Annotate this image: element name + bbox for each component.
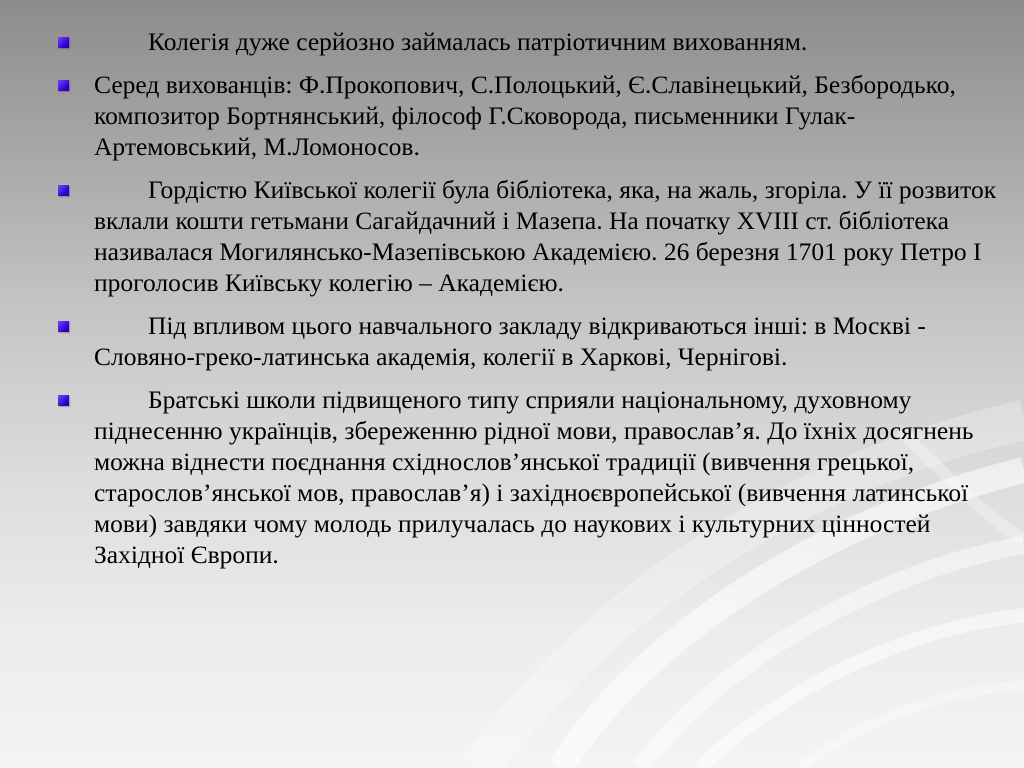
square-bullet-icon [58,321,69,332]
square-bullet-icon [58,80,69,91]
square-bullet-icon [58,395,69,406]
bullet-text: Братські школи підвищеного типу сприяли національному, духовному піднесенню українців, збереженню рідної мови, православ’я. До їхніх досягнень можна віднести поєднання східнослов’янської традиції (вивчення грецької, старослов’янської мов, православ’я) і західноєвропейської (вивчення латинської мови) завдяки чому молодь прилучалась до наукових і культурних цінностей Західної Європи. [94,385,974,569]
bullet-item [56,174,1016,298]
bullet-item [56,384,1016,570]
slide-content [56,26,1016,582]
bullet-text: Серед вихованців: Ф.Прокопович, С.Полоцький, Є.Славінецький, Безбородько, композитор Бортнянський, філософ Г.Сковорода, письменники Гулак-Артемовський, М.Ломоносов. [94,70,956,161]
square-bullet-icon [58,185,69,196]
square-bullet-icon [58,37,69,48]
bullet-text: Під впливом цього навчального закладу відкриваються інші: в Москві - Словяно-греко-латинська академія, колегії в Харкові, Чернігові. [94,311,926,371]
bullet-item [56,26,1016,57]
bullet-item [56,310,1016,372]
bullet-item [56,69,1016,162]
bullet-text: Гордістю Київської колегії була бібліотека, яка, на жаль, згоріла. У її розвиток вклали кошти гетьмани Сагайдачний і Мазепа. На початку XVIII ст. бібліотека називалася Могилянсько-Мазепівською Академією. 26 березня 1701 року Петро I проголосив Київську колегію – Академією. [94,175,997,297]
bullet-text: Колегія дуже серйозно займалась патріотичним вихованням. [148,27,808,56]
